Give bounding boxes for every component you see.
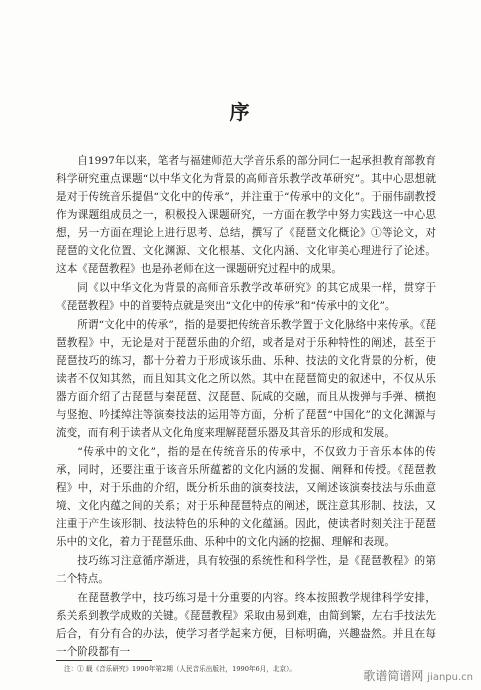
paragraph-4: “传承中的文化”，指的是在传统音乐的传承中，不仅致力于音乐本体的传承，同时，还要注重于该音乐所蕴蓄的文化内涵的发掘、阐释和传授。《琵琶教程》中，对于乐曲的介绍，既分析乐曲的演奏技法，又阐述该演奏技法与乐曲意境、文化内蕴之间的关系；对于乐种琵琶特点的阐述，既注意其形制、技法，又注重于产生该形制、技法特色的乐种的文化蕴涵。因此，使读者时刻关注于琵琶乐中的文化，着力于琵琶乐曲、乐种中的文化内涵的挖掘、理解和表现。 — [56, 446, 436, 548]
paragraph-2: 同《以中华文化为背景的高师音乐教学改革研究》的其它成果一样，贯穿于《琵琶教程》中的首要特点就是突出“文化中的传承”和“传承中的文化”。 — [56, 282, 436, 312]
footnote: 注：① 载《音乐研究》1990年第2期（人民音乐出版社，1990年6月，北京）。 — [64, 665, 296, 673]
paragraph-3: 所谓“文化中的传承”，指的是要把传统音乐教学置于文化脉络中来传承。《琵琶教程》中，无论是对于琵琶乐曲的介绍，或者是对于乐种特性的阐述，甚至于琵琶技巧的练习，都十分着力于形成该乐曲、乐种、技法的文化背景的分析，使读者不仅知其然，而且知其文化之所以然。其中在琵琶简史的叙述中，不仅从乐器方面介绍了古琵琶与秦琵琶、汉琵琶、阮咸的交融，而且从拨弹与手弹、横抱与竖抱、吟揉绰注等演奏技法的运用等方面，分析了琵琶“中国化”的文化渊源与流变，而有利于读者从文化角度来理解琵琶乐器及其音乐的形成和发展。 — [56, 319, 436, 439]
document-body — [56, 152, 436, 661]
site-watermark — [363, 667, 473, 684]
paragraph-6: 在琵琶教学中，技巧练习是十分重要的内容。终本按照教学规律科学安排，系关系到教学成败的关键。《琵琶教程》采取由易到难，由简到繁，左右手技法先后合，有分有合的办法，使学习者学起来方便，目标明确，兴趣盎然。并且在每一个阶段都有一 — [56, 592, 436, 658]
footnote-divider — [56, 660, 152, 661]
watermark-text: 歌谱简谱网 — [363, 669, 424, 683]
watermark-url: jianpu.cn — [427, 672, 473, 683]
page-title: 序 — [229, 100, 252, 124]
paragraph-1: 自1997年以来，笔者与福建师范大学音乐系的部分同仁一起承担教育部教育科学研究重点课题“以中华文化为背景的高师音乐教学改革研究”。其中心思想就是对于传统音乐提倡“文化中的传承”，并注重于“传承中的文化”。于丽伟副教授作为课题组成员之一，积极投入课题研究，一方面在教学中努力实践这一中心思想，另一方面在理论上进行思考、总结，撰写了《琵琶文化概论》①等论文，对琵琶的文化位置、文化渊源、文化根基、文化内涵、文化审美心理进行了论述。这本《琵琶教程》也是孙老师在这一课题研究过程中的成果。 — [56, 155, 436, 275]
paragraph-5: 技巧练习注意循序渐进，具有较强的系统性和科学性，是《琵琶教程》的第二个特点。 — [56, 555, 436, 585]
